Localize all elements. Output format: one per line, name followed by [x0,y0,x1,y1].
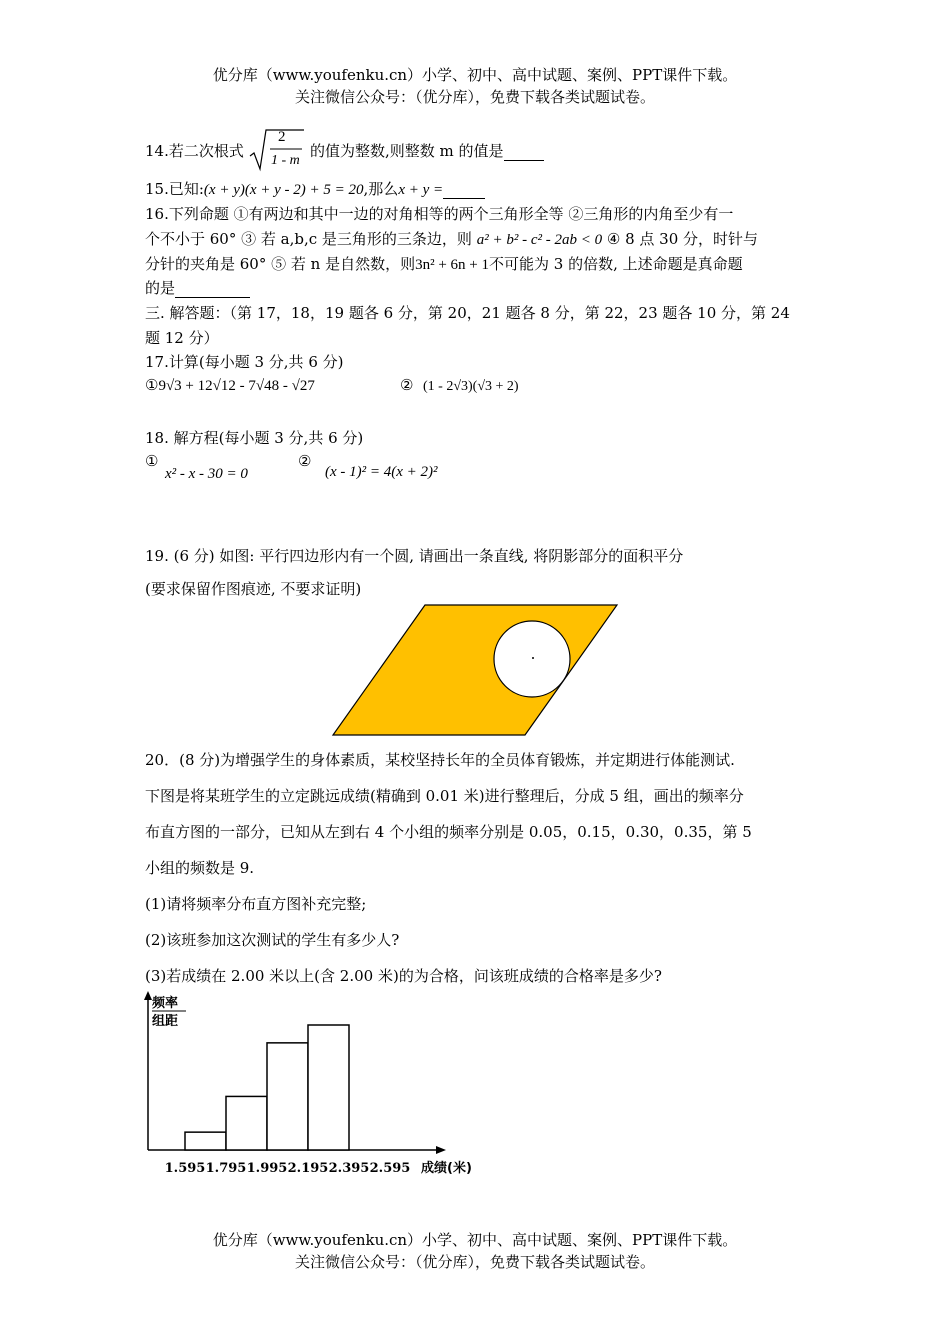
q14-numerator: 2 [278,129,286,145]
q14-suffix: 的值为整数,则整数 m 的值是 [310,140,544,161]
q20-line-2: 下图是将某班学生的立定跳远成绩(精确到 0.01 米)进行整理后，分成 5 组，画出的频率分 [145,787,744,805]
q17-title: 17.计算(每小题 3 分,共 6 分) [145,353,344,371]
q16-line-2: 个不小于 60° ③ 若 a,b,c 是三角形的三条边，则 a² + b² - c² - 2ab < 0 ④ 8 点 30 分，时针与 [145,230,759,248]
q14-prefix: 14.若二次根式 [145,142,244,160]
header-line-1: 优分库（www.youfenku.cn）小学、初中、高中试题、案例、PPT课件下载。 [212,66,738,84]
x-tick-label: 2.595 [369,1161,411,1176]
q18-mark-2: ② [298,452,312,470]
x-tick-label: 2.195 [287,1161,329,1176]
q20-sub-3: (3)若成绩在 2.00 米以上(含 2.00 米)的为合格，问该班成绩的合格率是多少? [145,967,662,985]
q20-sub-1: (1)请将频率分布直方图补充完整; [145,895,367,913]
q18-mark-1: ① [145,452,159,470]
q15-target: x + y = [398,182,444,198]
y-label-top: 频率 [152,996,179,1011]
q16-line-4: 的是 [145,277,250,298]
parallelogram-figure [330,600,630,740]
y-axis-arrow [144,991,152,1000]
footer-line-1: 优分库（www.youfenku.cn）小学、初中、高中试题、案例、PPT课件下载。 [212,1231,738,1249]
answer-blank[interactable] [175,279,250,298]
x-tick-label: 1.595 [164,1161,206,1176]
header-line-2: 关注微信公众号：（优分库），免费下载各类试题试卷。 [294,88,655,106]
circle-center [532,657,534,659]
q19-line-1: 19. (6 分) 如图: 平行四边形内有一个圆, 请画出一条直线, 将阴影部分的面积平分 [145,547,684,565]
x-tick-label: 2.395 [328,1161,370,1176]
q17-part-2: ② (1 - 2√3)(√3 + 2) [400,376,519,394]
frequency-histogram [140,990,490,1180]
x-axis-label: 成绩(米) [421,1161,472,1176]
q17-part-1: ①9√3 + 12√12 - 7√48 - √27 [145,376,315,394]
answer-blank[interactable] [504,142,544,161]
histogram-bar [267,1043,308,1150]
q20-sub-2: (2)该班参加这次测试的学生有多少人? [145,931,400,949]
histogram-bar [308,1025,349,1150]
histogram-bar [226,1096,267,1150]
q18-title: 18. 解方程(每小题 3 分,共 6 分) [145,429,364,447]
q16-expression-1: a² + b² - c² - 2ab < 0 [476,232,603,248]
q14-denominator: 1 - m [271,153,300,168]
q15-expression: (x + y)(x + y - 2) + 5 = 20 [203,182,364,198]
shaded-parallelogram [333,605,617,735]
x-axis-arrow [436,1146,446,1154]
q20-line-4: 小组的频数是 9. [145,859,255,877]
x-tick-label: 1.995 [246,1161,288,1176]
q18-equation-2: (x - 1)² = 4(x + 2)² [325,464,438,480]
section-3-line-2: 题 12 分） [145,329,219,347]
q16-line-1: 16.下列命题 ①有两边和其中一边的对角相等的两个三角形全等 ②三角形的内角至少有一 [145,205,734,223]
answer-blank[interactable] [443,180,485,199]
footer-line-2: 关注微信公众号：（优分库），免费下载各类试题试卷。 [294,1253,655,1271]
histogram-bar [185,1132,226,1150]
q16-expression-2: 3n² + 6n + 1 [415,257,490,273]
question-15: 15.已知:(x + y)(x + y - 2) + 5 = 20,那么x + y = [145,178,485,199]
inner-circle [494,621,570,697]
section-3-line-1: 三. 解答题：（第 17，18，19 题各 6 分，第 20，21 题各 8 分，第 22，23 题各 10 分，第 24 [145,304,790,322]
question-14 [145,140,244,161]
q20-line-1: 20．(8 分)为增强学生的身体素质，某校坚持长年的全员体育锻炼，并定期进行体能测试. [145,751,735,769]
q18-equation-1: x² - x - 30 = 0 [165,466,248,482]
x-tick-label: 1.795 [205,1161,247,1176]
y-label-bottom: 组距 [152,1014,179,1029]
q19-line-2: (要求保留作图痕迹, 不要求证明) [145,580,362,598]
q20-line-3: 布直方图的一部分，已知从左到右 4 个小组的频率分别是 0.05，0.15，0.30，0.35，第 5 [145,823,752,841]
q16-line-3: 分针的夹角是 60° ⑤ 若 n 是自然数，则3n² + 6n + 1不可能为 3 的倍数, 上述命题是真命题 [145,255,743,273]
